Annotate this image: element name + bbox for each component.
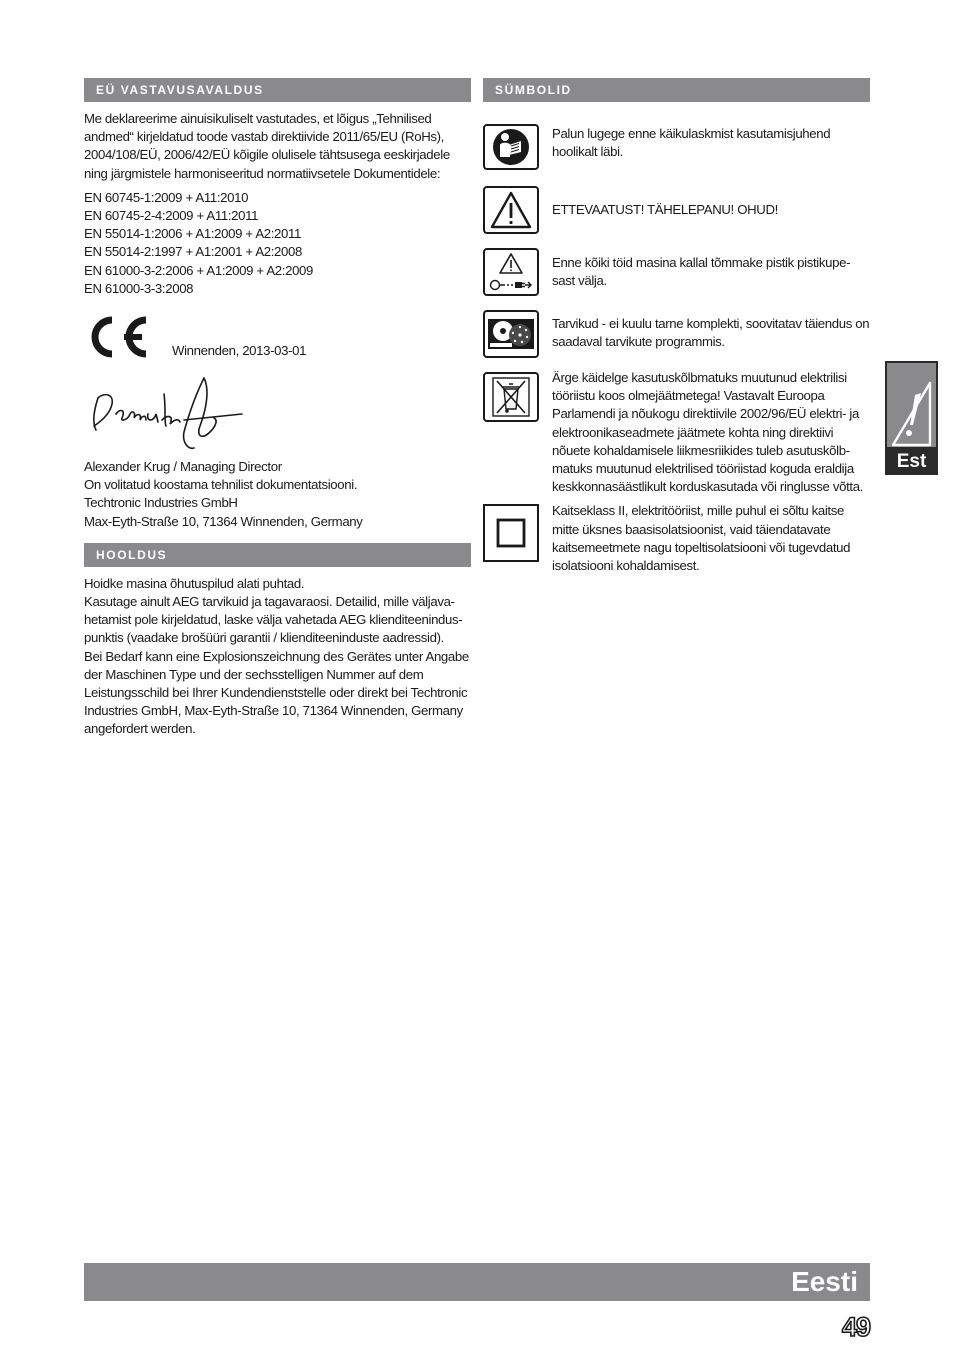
ce-row	[84, 314, 471, 358]
symbol-row	[483, 372, 870, 496]
standards-list	[84, 189, 471, 298]
language-side-tab	[885, 361, 938, 475]
crossed-bin-icon	[483, 372, 539, 422]
maintenance-body	[84, 575, 471, 739]
maintenance-paragraph: Hoidke masina õhutuspilud alati puhtad.	[84, 575, 305, 591]
warning-triangle-icon	[483, 186, 539, 234]
accessories-icon	[483, 310, 539, 358]
symbol-text: Tarvikud - ei kuulu tarne komplekti, soovitatav täiendus on saadaval tarvikute programmis.	[552, 316, 870, 350]
unplug-icon	[483, 248, 539, 296]
ce-mark-icon	[84, 316, 150, 358]
symbols-heading: SÜMBOLID	[483, 78, 870, 102]
signatory: Alexander Krug / Managing Director	[84, 459, 282, 475]
standard-item: EN 55014-2:1997 + A1:2001 + A2:2008	[84, 244, 302, 260]
symbol-text: Enne kõiki töid masina kallal tõmmake pistik pistikupe-sast välja.	[552, 255, 851, 289]
maintenance-paragraph: Bei Bedarf kann eine Explosionszeichnung des Gerätes unter Angabe der Maschinen Type und der sechsstelligen Nummer auf dem Leistungsschild bei Ihrer Kundendienststelle oder direkt bei Techtronic Industries GmbH, Max-Eyth-Straße 10, 71364 Winnenden, Germany angefordert werden.	[84, 648, 469, 737]
symbol-text: Ärge käidelge kasutuskõlbmatuks muutunud elektrilisi tööriistu koos olmejäätmetega! Vastavalt Euroopa Parlamendi ja nõukogu direktiivile 2002/96/EÜ elektri- ja elektroonikaseadmete jäätmete kohta ning direktiivi nõuete kohaldamisele liikmesriikides tuleb asutuskõlb-matuks muutunud elektrilised tööriistad koguda eraldija keskkonnasäästlikult korduskasutada või ringlusse võtta.	[552, 370, 863, 495]
left-column	[84, 78, 471, 739]
symbol-text: Palun lugege enne käikulaskmist kasutamisjuhend hoolikalt läbi.	[552, 126, 831, 160]
read-manual-icon	[483, 124, 539, 170]
footer-language: Eesti	[791, 1266, 858, 1297]
company-address: Max-Eyth-Straße 10, 71364 Winnenden, Germany	[84, 513, 363, 529]
standard-item: EN 55014-1:2006 + A1:2009 + A2:2011	[84, 226, 302, 242]
signature-image	[84, 370, 471, 458]
company-name: Techtronic Industries GmbH	[84, 495, 238, 511]
declaration-heading: EÜ VASTAVUSAVALDUS	[84, 78, 471, 102]
standard-item: EN 60745-1:2009 + A11:2010	[84, 189, 249, 205]
symbol-row	[483, 504, 870, 575]
symbol-text: Kaitseklass II, elektritööriist, mille puhul ei sõltu kaitse mitte üksnes baasisolatsioonist, vaid täiendatavate kaitsemeetmete nagu topeltisolatsiooni või tugevdatud isolatsiooni kohaldamisest.	[552, 503, 851, 574]
signature-icon	[84, 370, 254, 458]
symbol-text: ETTEVAATUST! TÄHELEPANU! OHUD!	[552, 202, 778, 217]
symbol-row	[483, 248, 870, 296]
symbol-row	[483, 310, 870, 358]
exclamation-icon	[887, 363, 936, 447]
symbol-row	[483, 124, 870, 170]
place-date: Winnenden, 2013-03-01	[172, 342, 307, 358]
footer-language-bar	[84, 1263, 870, 1301]
standard-item: EN 61000-3-2:2006 + A1:2009 + A2:2009	[84, 262, 314, 278]
declaration-body	[84, 110, 471, 531]
declaration-intro: Me deklareerime ainuisikuliselt vastutades, et lõigus „Tehnilised andmed“ kirjeldatud toode vastab direktiivide 2011/65/EU (RoHs), 2004/108/EÜ, 2006/42/EÜ kõigile olulisele tähtsusega eeskirjadele ning järgmistele harmoniseeritud normatiivsetele Dokumentidele:	[84, 111, 450, 181]
symbol-row	[483, 186, 870, 234]
standard-item: EN 61000-3-3:2008	[84, 280, 194, 296]
class-ii-icon	[483, 504, 539, 562]
authorized-text: On volitatud koostama tehnilist dokumentatsiooni.	[84, 477, 358, 493]
maintenance-paragraph: Kasutage ainult AEG tarvikuid ja tagavaraosi. Detailid, mille väljava-hetamist pole kirjeldatud, laske välja vahetada AEG klienditeenindus-punktis (vaadake brošüüri garantii / klienditeeninduste aadressid).	[84, 594, 463, 646]
right-column	[483, 78, 870, 575]
page-number: 49	[841, 1312, 870, 1342]
maintenance-heading: HOOLDUS	[84, 543, 471, 567]
side-tab-label: Est	[896, 451, 927, 472]
standard-item: EN 60745-2-4:2009 + A11:2011	[84, 208, 259, 224]
